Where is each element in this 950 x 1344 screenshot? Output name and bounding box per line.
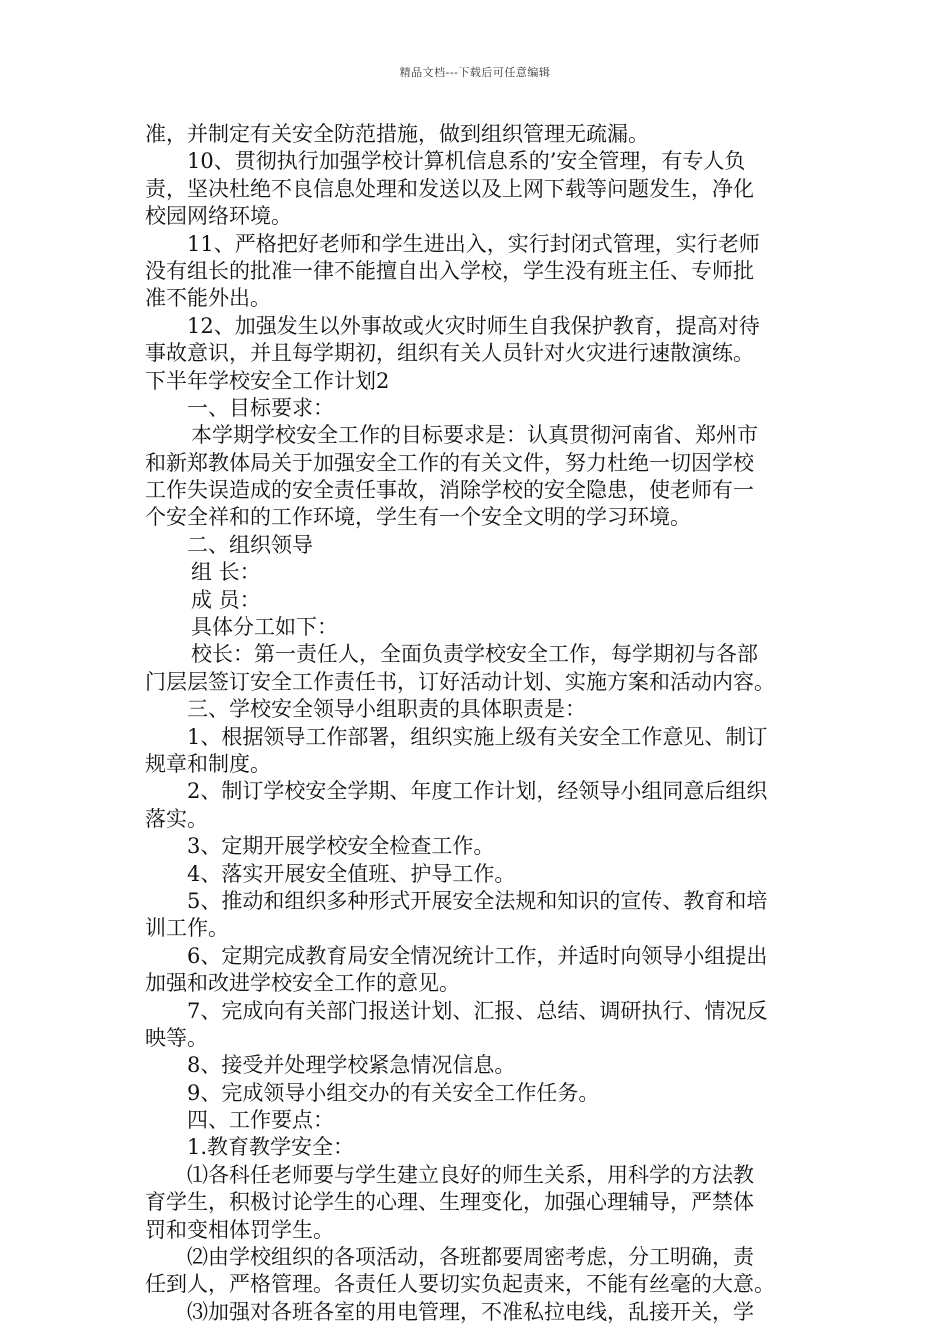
text-line: 校长：第一责任人，全面负责学校安全工作，每学期初与各部 xyxy=(191,642,758,667)
text-line: ⑶加强对各班各室的用电管理，不准私拉电线，乱接开关，学 xyxy=(187,1299,754,1324)
text-line: 工作失误造成的安全责任事故，消除学校的安全隐患，使老师有一 xyxy=(145,478,754,503)
text-line: 1、根据领导工作部署，组织实施上级有关安全工作意见、制订 xyxy=(187,724,768,749)
text-line: 6、定期完成教育局安全情况统计工作，并适时向领导小组提出 xyxy=(187,943,768,968)
text-line: 7、完成向有关部门报送计划、汇报、总结、调研执行、情况反 xyxy=(187,998,768,1023)
text-line: 本学期学校安全工作的目标要求是：认真贯彻河南省、郑州市 xyxy=(191,423,758,448)
page-header: 精品文档---下载后可任意编辑 xyxy=(399,66,551,79)
text-line: ⑵由学校组织的各项活动，各班都要周密考虑，分工明确，责 xyxy=(187,1245,754,1270)
text-line: 四、工作要点： xyxy=(187,1108,334,1133)
text-line: 门层层签订安全工作责任书，订好活动计划、实施方案和活动内容。 xyxy=(145,669,775,694)
text-line: 准，并制定有关安全防范措施，做到组织管理无疏漏。 xyxy=(145,122,649,146)
text-line: 事故意识，并且每学期初，组织有关人员针对火灾进行速散演练。 xyxy=(145,341,754,366)
text-line: 2、制订学校安全学期、年度工作计划，经领导小组同意后组织 xyxy=(187,779,768,804)
text-line: 罚和变相体罚学生。 xyxy=(145,1217,334,1242)
text-line: ⑴各科任老师要与学生建立良好的师生关系，用科学的方法教 xyxy=(187,1162,754,1187)
text-line: 成 员： xyxy=(191,587,261,612)
text-line: 10、贯彻执行加强学校计算机信息系的’安全管理，有专人负 xyxy=(187,149,746,174)
text-line: 育学生，积极讨论学生的心理、生理变化，加强心理辅导，严禁体 xyxy=(145,1190,754,1215)
text-line: 落实。 xyxy=(145,806,208,831)
text-line: 9、完成领导小组交办的有关安全工作任务。 xyxy=(187,1080,600,1105)
text-line: 没有组长的批准一律不能擅自出入学校，学生没有班主任、专师批 xyxy=(145,258,754,283)
text-line: 一、目标要求： xyxy=(187,395,334,420)
text-line: 12、加强发生以外事故或火灾时师生自我保护教育，提高对待 xyxy=(187,313,760,338)
text-line: 下半年学校安全工作计划2 xyxy=(145,368,390,393)
text-line: 组 长： xyxy=(191,560,261,585)
text-line: 训工作。 xyxy=(145,916,229,941)
document-body xyxy=(145,121,807,1326)
text-line: 三、学校安全领导小组职责的具体职责是： xyxy=(187,697,586,722)
text-line: 校园网络环境。 xyxy=(145,204,292,229)
text-line: 规章和制度。 xyxy=(145,751,271,776)
text-line: 任到人，严格管理。各责任人要切实负起责来，不能有丝毫的大意。 xyxy=(145,1272,775,1297)
text-line: 1.教育教学安全： xyxy=(187,1135,355,1160)
text-line: 二、组织领导 xyxy=(187,532,313,557)
text-line: 具体分工如下： xyxy=(191,615,338,640)
text-line: 准不能外出。 xyxy=(145,286,271,311)
text-line: 4、落实开展安全值班、护导工作。 xyxy=(187,861,516,886)
text-line: 个安全祥和的工作环境，学生有一个安全文明的学习环境。 xyxy=(145,505,691,530)
text-line: 11、严格把好老师和学生进出入，实行封闭式管理，实行老师 xyxy=(187,231,760,256)
text-line: 8、接受并处理学校紧急情况信息。 xyxy=(187,1053,516,1078)
text-line: 5、推动和组织多种形式开展安全法规和知识的宣传、教育和培 xyxy=(187,888,768,913)
text-line: 3、定期开展学校安全检查工作。 xyxy=(187,834,495,859)
text-line: 责，坚决杜绝不良信息处理和发送以及上网下载等问题发生，净化 xyxy=(145,176,754,201)
text-line: 映等。 xyxy=(145,1025,208,1050)
text-line: 和新郑教体局关于加强安全工作的有关文件，努力杜绝一切因学校 xyxy=(145,450,754,475)
text-line: 加强和改进学校安全工作的意见。 xyxy=(145,971,460,996)
